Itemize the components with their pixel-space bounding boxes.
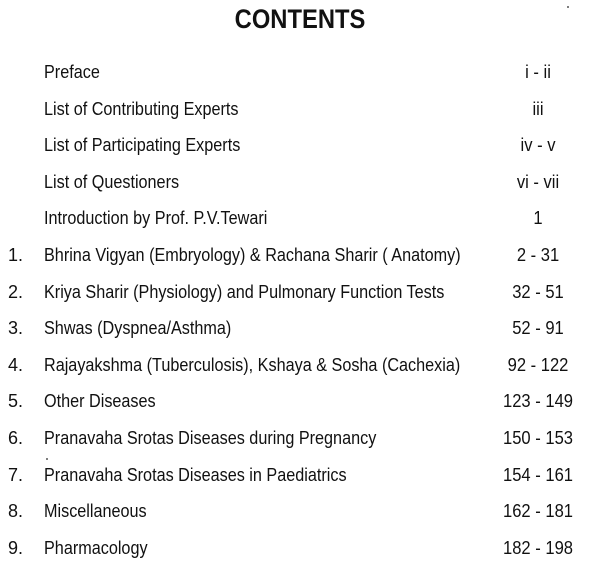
entry-title: Pranavaha Srotas Diseases during Pregnancy <box>44 427 377 448</box>
toc-entry <box>0 243 600 280</box>
entry-title: Pharmacology <box>44 537 148 558</box>
entry-title: Miscellaneous <box>44 501 147 522</box>
entry-page-range: 32 - 51 <box>512 281 564 302</box>
entry-title: Bhrina Vigyan (Embryology) & Rachana Sharir ( Anatomy) <box>44 244 461 265</box>
entry-title: Pranavaha Srotas Diseases in Paediatrics <box>44 464 347 485</box>
entry-page-range: iv - v <box>520 135 556 156</box>
entry-title: Other Diseases <box>44 391 156 412</box>
entry-title: Introduction by Prof. P.V.Tewari <box>44 208 268 229</box>
entry-title: Shwas (Dyspnea/Asthma) <box>44 318 232 339</box>
toc-entry <box>0 170 600 207</box>
entry-title: List of Contributing Experts <box>44 98 239 119</box>
entry-title: Preface <box>44 62 100 82</box>
toc-entry <box>0 463 600 500</box>
entry-number: 8. <box>8 501 24 522</box>
entry-number: 7. <box>8 464 24 485</box>
toc-entry <box>0 280 600 317</box>
toc-entry <box>0 60 600 97</box>
entry-number: 3. <box>8 318 24 339</box>
entry-number: 1. <box>8 244 24 265</box>
toc-entry <box>0 316 600 353</box>
entry-number: 5. <box>8 391 24 412</box>
scan-speck <box>567 6 569 8</box>
entry-page-range: i - ii <box>525 62 551 82</box>
toc-entry <box>0 97 600 134</box>
entry-page-range: 182 - 198 <box>503 537 573 558</box>
entry-title: Kriya Sharir (Physiology) and Pulmonary Function Tests <box>44 281 445 302</box>
table-of-contents <box>0 60 600 572</box>
entry-page-range: 123 - 149 <box>503 391 573 412</box>
entry-page-range: vi - vii <box>516 171 560 192</box>
entry-page-range: 154 - 161 <box>503 464 573 485</box>
entry-title: List of Questioners <box>44 171 180 192</box>
entry-page-range: 162 - 181 <box>503 501 573 522</box>
entry-page-range: 52 - 91 <box>512 318 564 339</box>
entry-title: Rajayakshma (Tuberculosis), Kshaya & Sosha (Cachexia) <box>44 354 461 375</box>
entry-page-range: iii <box>532 98 544 119</box>
toc-entry <box>0 536 600 572</box>
entry-number: 4. <box>8 354 24 375</box>
toc-entry <box>0 426 600 463</box>
entry-page-range: 92 - 122 <box>507 354 569 375</box>
entry-page-range: 2 - 31 <box>516 244 560 265</box>
toc-entry <box>0 499 600 536</box>
toc-entry <box>0 353 600 390</box>
entry-page-range: 150 - 153 <box>503 427 573 448</box>
entry-page-range: 1 <box>533 208 543 229</box>
toc-entry <box>0 206 600 243</box>
entry-number: 9. <box>8 537 24 558</box>
toc-entry <box>0 389 600 426</box>
page-title: CONTENTS <box>234 4 366 34</box>
toc-entry <box>0 133 600 170</box>
entry-number: 2. <box>8 281 24 302</box>
entry-title: List of Participating Experts <box>44 135 241 156</box>
entry-number: 6. <box>8 427 24 448</box>
